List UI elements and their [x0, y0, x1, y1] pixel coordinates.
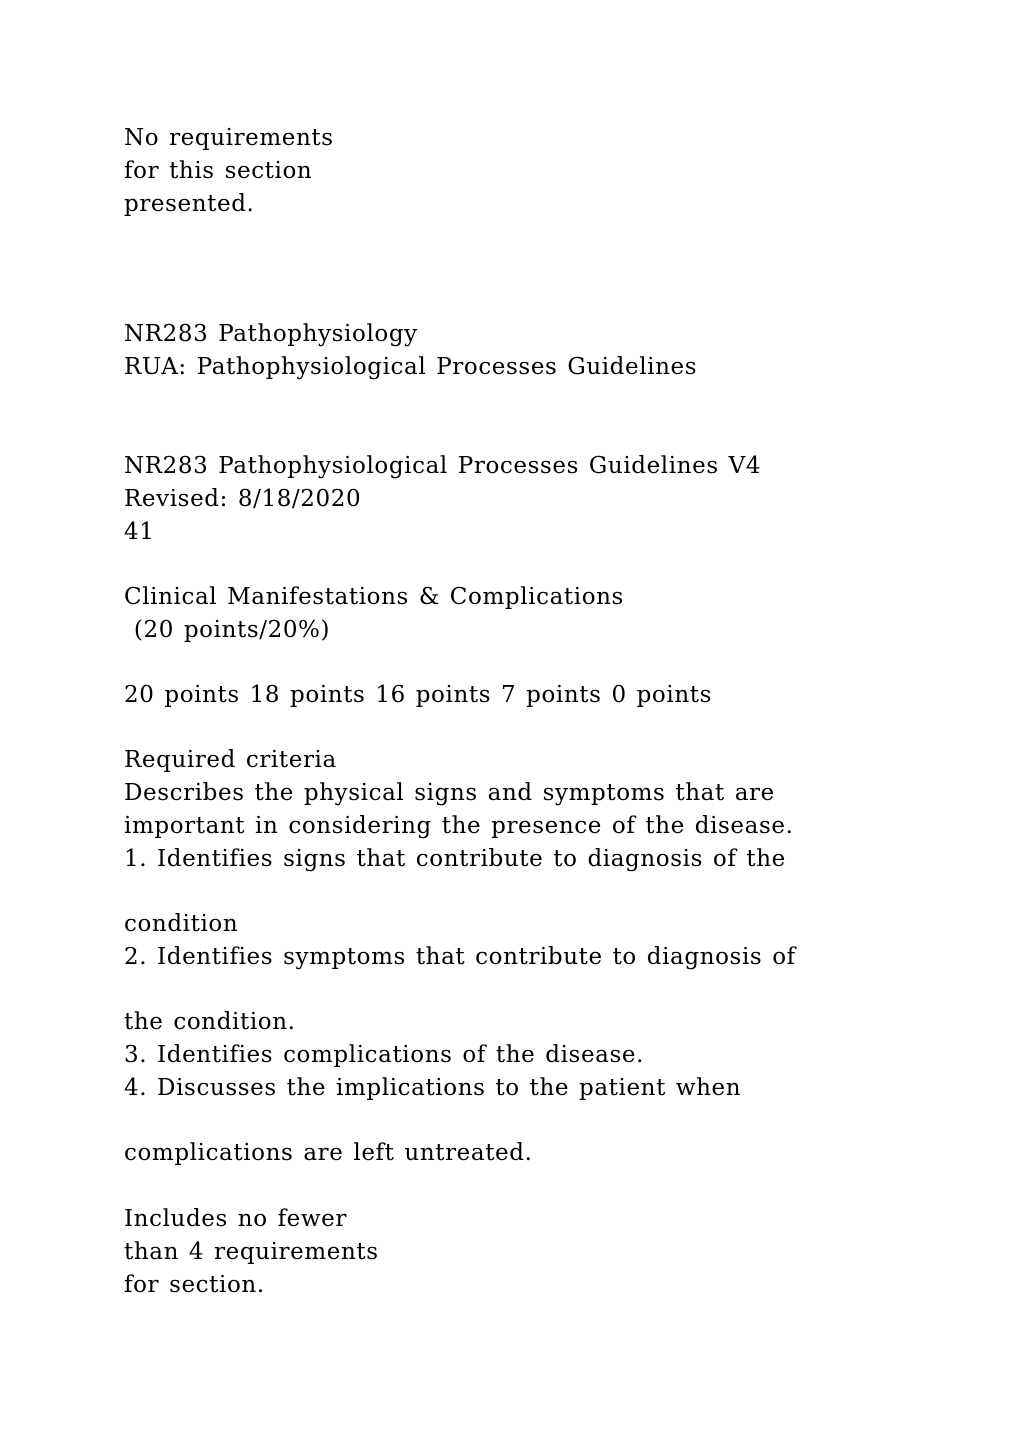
text-line: presented. [124, 191, 255, 217]
criteria-text: Describes the physical signs and symptoms that are [124, 780, 775, 806]
criteria-text: important in considering the presence of the disease. [124, 813, 794, 839]
criteria-item: 4. Discusses the implications to the patient when [124, 1075, 742, 1101]
text-line: for section. [124, 1272, 265, 1298]
text-line: Includes no fewer [124, 1206, 347, 1232]
course-title: NR283 Pathophysiology [124, 321, 418, 347]
section-heading: Clinical Manifestations & Complications [124, 584, 624, 610]
criteria-item: condition [124, 911, 239, 937]
points-scale: 20 points 18 points 16 points 7 points 0 points [124, 682, 712, 708]
criteria-item: the condition. [124, 1009, 296, 1035]
criteria-item: 2. Identifies symptoms that contribute to diagnosis of [124, 944, 796, 970]
page-number: 41 [124, 519, 155, 545]
text-line: No requirements [124, 125, 334, 151]
footer-title: NR283 Pathophysiological Processes Guidelines V4 [124, 453, 762, 479]
text-line: for this section [124, 158, 313, 184]
text-line: than 4 requirements [124, 1239, 379, 1265]
criteria-item: 3. Identifies complications of the disease. [124, 1042, 645, 1068]
document-title: RUA: Pathophysiological Processes Guidelines [124, 354, 698, 380]
section-points: (20 points/20%) [124, 617, 331, 643]
criteria-item: 1. Identifies signs that contribute to diagnosis of the [124, 846, 786, 872]
revision-date: Revised: 8/18/2020 [124, 486, 362, 512]
criteria-item: complications are left untreated. [124, 1140, 533, 1166]
criteria-heading: Required criteria [124, 747, 337, 773]
